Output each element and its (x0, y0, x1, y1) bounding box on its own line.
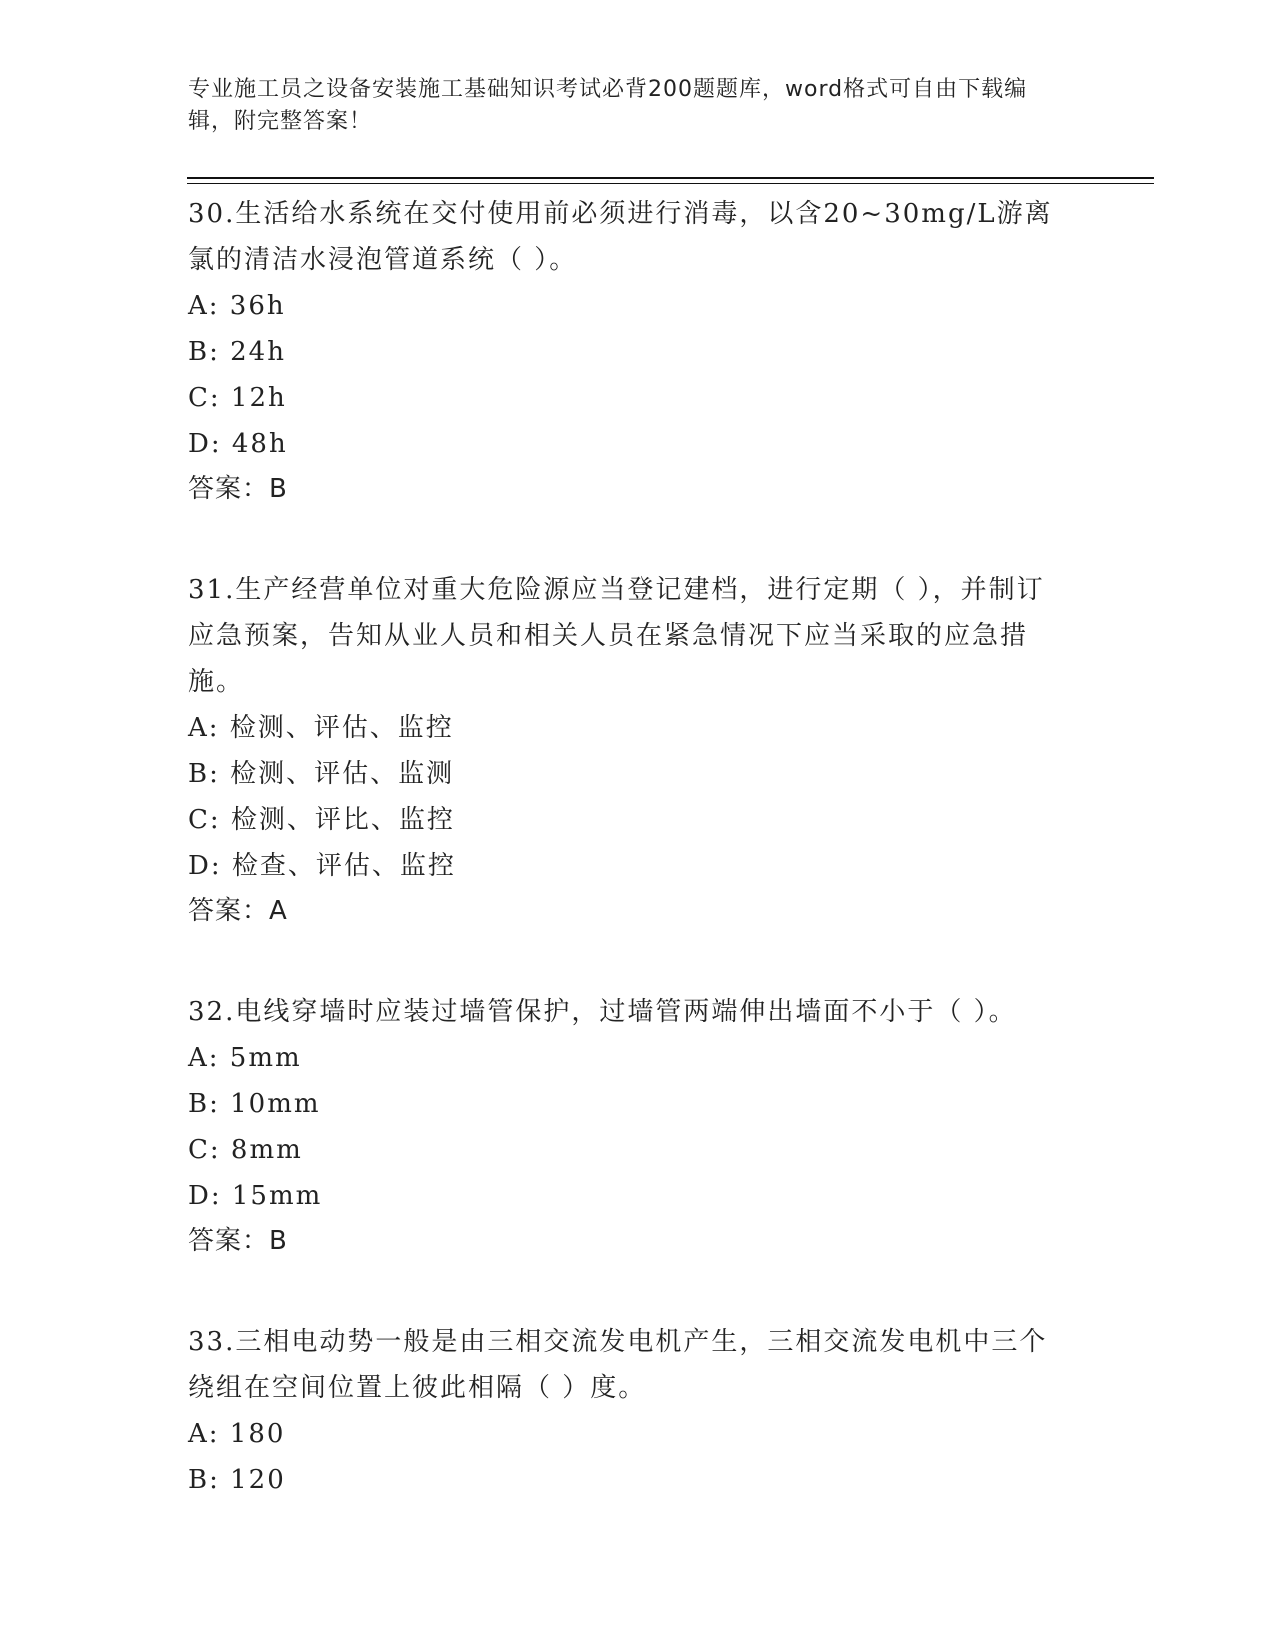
question-spacer (188, 1263, 1088, 1319)
question-text: 33.三相电动势一般是由三相交流发电机产生，三相交流发电机中三个绕组在空间位置上彼此相隔（ ）度。 (188, 1327, 1048, 1403)
document-header: 专业施工员之设备安装施工基础知识考试必背200题题库，word格式可自由下载编辑，附完整答案！ (188, 77, 1028, 134)
question-33 (188, 1319, 1088, 1503)
option-b: B: 检测、评估、监测 (188, 759, 455, 789)
option-c: C: 8mm (188, 1135, 303, 1165)
option-c: C: 检测、评比、监控 (188, 805, 455, 835)
answer-label: 答案：B (188, 1226, 288, 1256)
answer-label: 答案：A (188, 896, 288, 926)
question-text: 31.生产经营单位对重大危险源应当登记建档，进行定期（ ），并制订应急预案，告知从业人员和相关人员在紧急情况下应当采取的应急措施。 (188, 575, 1045, 697)
option-b: B: 120 (188, 1465, 286, 1495)
option-b: B: 10mm (188, 1089, 321, 1119)
question-30 (188, 191, 1088, 511)
header-divider (187, 177, 1154, 179)
option-d: D: 48h (188, 429, 288, 459)
option-b: B: 24h (188, 337, 286, 367)
option-c: C: 12h (188, 383, 287, 413)
question-spacer (188, 511, 1088, 567)
answer-label: 答案：B (188, 474, 288, 504)
question-text: 32.电线穿墙时应装过墙管保护，过墙管两端伸出墙面不小于（ ）。 (188, 997, 1017, 1027)
option-d: D: 15mm (188, 1181, 323, 1211)
option-a: A: 5mm (188, 1043, 302, 1073)
option-a: A: 180 (188, 1419, 286, 1449)
option-d: D: 检查、评估、监控 (188, 851, 456, 881)
question-32 (188, 989, 1088, 1263)
question-list (188, 191, 1088, 1503)
question-31 (188, 567, 1088, 933)
option-a: A: 36h (188, 291, 286, 321)
header-divider-thin (187, 183, 1154, 184)
question-text: 30.生活给水系统在交付使用前必须进行消毒，以含20~30mg/L游离氯的清洁水浸泡管道系统（ ）。 (188, 199, 1053, 275)
option-a: A: 检测、评估、监控 (188, 713, 454, 743)
question-spacer (188, 933, 1088, 989)
